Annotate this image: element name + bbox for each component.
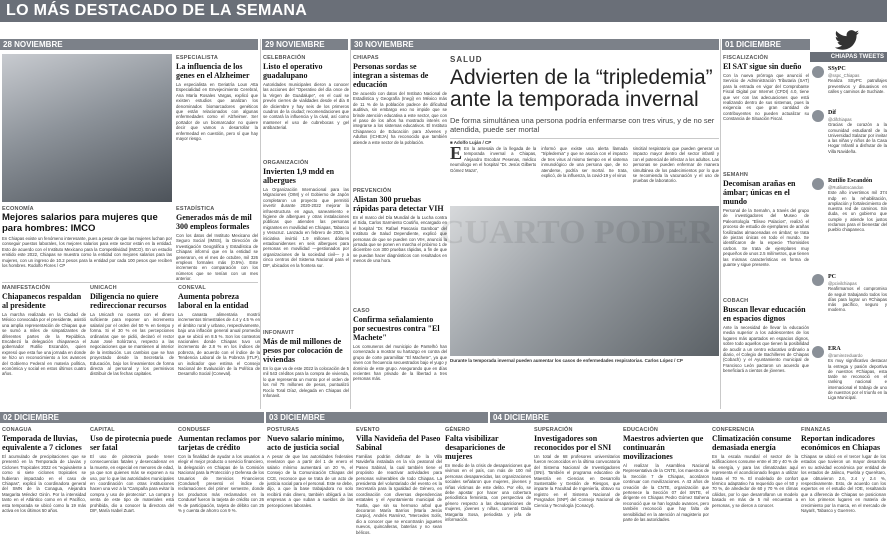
story-body: Personal de la Semahn, a través del grupo de investigadores del Museo de Paleontología "Eliseo Palacios", realizó el proceso de estudio de ejemplares de arañas fosilizadas almacenadas en ámbar; se trata de piezas únicas en todo el mundo. Se identificaron de la especie Thomisides carbon. Se trata de ejemplares muy pequeños de unos 2.5 milímetros, que tienen las mismas características en forma de guante y sigue presente. <box>723 208 809 268</box>
tweet-text: Reafirmamos el compromiso de seguir trabajando todos los días para lograr un #Chiapas más pacífico, seguro y moderno. <box>828 286 887 313</box>
story-headline: Aumentan reclamos por tarjetas de crédito <box>178 434 261 452</box>
tweet-name: Dif <box>828 110 836 116</box>
story-headline: La influencia de los genes en el Alzheimer <box>176 62 250 80</box>
tweet-text: Realiza SSyPC patrullajes preventivos y disuasivos en calles y caminos de Suchiate. <box>828 78 887 94</box>
story-headline: Personas sordas se integran a sistemas de educación <box>353 62 429 89</box>
story-kicker: ESPECIALISTA <box>176 55 219 61</box>
bottom-story <box>712 427 798 555</box>
feature-col-1 <box>450 146 536 202</box>
bottom-story <box>178 427 264 555</box>
date-bar-03: 03 DICIEMBRE <box>266 412 488 423</box>
story-infonavit <box>263 330 349 408</box>
avatar <box>812 66 824 78</box>
story-kicker: CONAGUA <box>2 427 32 433</box>
date-bar-30: 30 NOVIEMBRE <box>351 39 719 50</box>
avatar <box>812 274 824 286</box>
feature-col-1-text: En la antesala de la llegada de la temporada invernal a Chiapas, Alejandro Escobar Pesenas, médico neumólogo en el hospital "Dr. Jesús Gilberto Gómez Maza", <box>450 146 537 173</box>
divider <box>260 39 261 409</box>
tweet-name: Rutilio Escandón <box>828 178 873 184</box>
feature-story <box>450 55 719 390</box>
story-kicker: GÉNERO <box>445 427 471 433</box>
story-headline: Listo el operativo guadalupano <box>263 62 323 80</box>
story-kicker: MANIFESTACIÓN <box>2 285 51 291</box>
story-imco <box>2 206 172 282</box>
story-headline: Mejores salarios para mujeres que para hombres: IMCO <box>2 212 158 234</box>
tweet-item <box>812 178 887 233</box>
story-employment <box>176 206 258 282</box>
page-title: LO MÁS DESTACADO DE LA SEMANA <box>0 0 887 22</box>
tweet-handle: @RutilioEscandon <box>828 185 864 190</box>
story-headline: Villa Navideña del Paseo Sabinal <box>356 434 441 452</box>
story-body: Los comuneros del municipio de Pantelhó han comenzado a mostrar su hartazgo en contra del grupo de corte paramilitar "El Machete", ya que viven con frecuencia secuestrados bajo el yugo y dominio de este grupo. Asegurando que en días recientes han privado de la libertad a tres personas más. <box>353 344 447 382</box>
story-headline: Investigadores son reconocidos por el SNI <box>534 434 612 452</box>
tweet-item <box>812 346 887 401</box>
story-kicker: ESTADÍSTICA <box>176 206 215 212</box>
story-body: Con la finalidad de ayudar a los usuarios a elegir el mejor producto o servicio financiero, la delegación en Chiapas de la Comisión Nacional para la Protección y Defensa de los Usuarios de Servicios Financieros (Condusef) presentó el índice de reclamaciones del primer semestre, donde los productos más reclamados en la Condusef fueron la tarjeta de crédito con 26 % de participación, tarjeta de débito con 25 % y cuenta de ahorro con 9 %. <box>178 454 264 514</box>
feature-section: SALUD <box>450 55 483 64</box>
date-bar-28: 28 NOVIEMBRE <box>0 39 258 50</box>
tweet-handle: @pcivilchiapas <box>828 281 857 286</box>
story-kicker: COBACH <box>723 298 749 304</box>
story-sat <box>723 55 809 167</box>
story-headline: Nuevo salario mínimo, acto de justicia social <box>267 434 345 452</box>
story-headline: Invierten 1,9 mdd en albergues <box>263 167 335 185</box>
story-kicker: POSTURAS <box>267 427 300 433</box>
story-kicker: CONEVAL <box>178 285 206 291</box>
story-headline: Alistan 300 pruebas rápidas para detectar VIH <box>353 195 444 213</box>
story-coneval <box>178 285 260 407</box>
story-kicker: CAPITAL <box>90 427 115 433</box>
story-headline: Falta visibilizar desapariciones de mujeres <box>445 434 506 461</box>
story-kicker: UNICACH <box>90 285 117 291</box>
story-headline: Maestros advierten que continuarán movilizaciones <box>623 434 704 461</box>
tweet-name: SSyPC <box>828 66 846 72</box>
story-unicach <box>90 285 174 407</box>
tweet-text: Gracias de corazón a la comunidad estudiantil de la Universidad Salazar por invitar a las niñas y niños de la Casa Hogar Infantil a disfrutar de la Villa Navideña. <box>828 122 887 154</box>
story-cobach <box>723 298 809 408</box>
story-kicker: CONDUSEF <box>178 427 211 433</box>
bottom-story <box>801 427 886 555</box>
story-headline: Más de mil millones de pesos por colocación de viviendas <box>263 337 343 364</box>
story-body: La marcha realizada en la Ciudad de México convocada por el presidente, asistió una amplia representación de Chiapas que se sumó a miles de simpatizantes de diferentes partes de la República. Encabezó la delegación chiapaneca el gobernador Rutilio Escandón, quien expresó que esta fue una jornada en donde se hizo un reconocimiento a los avances del Gobierno Federal en materia política, económica y social en estos últimos cuatro años. <box>2 312 86 377</box>
story-body: En Chiapas existe un fenómeno interesante, pues a pesar de que las mujeres luchan por conseguir puestos laborales, los mejores salarios para este sector están en la entidad. Esto de acuerdo con el Instituto Mexicano para la Competitividad (IMCO). En un estudio emitido este 2022, Chiapas se muestra como la entidad con mejores salarios para las mujeres, con un ingreso de 10.2 pesos para la entidad por cada 100 pesos que reciben los hombres. Rodolfo Flores / CP <box>2 236 172 269</box>
story-march <box>2 285 86 407</box>
story-headline: Confirma señalamiento por secuestros contra "El Machete" <box>353 315 440 342</box>
story-headline: Chiapanecos respaldan al presidente <box>2 292 82 310</box>
story-headline: Decomisan arañas en ámbar; únicas en el mundo <box>723 179 796 206</box>
story-headline: Aumenta pobreza laboral en la entidad <box>178 292 249 310</box>
tweets-column <box>810 28 887 408</box>
story-body: En el marco del Día Mundial de la Lucha contra el Sida, Carlos Sarmiento Coutiño, encargado en el hospital "Dr. Rafael Pascasio Gamboa" del Instituto de Salud Dependiente, explicó que personas de que se pueden con VIH, anunció la jornada que se ponen en marcha el próximo 1 de diciembre con 300 pruebas rápidas, a fin de que se puedan hacer diagnósticos con resultados en menos de una hora. <box>353 215 447 264</box>
story-kicker: FISCALIZACIÓN <box>723 55 769 61</box>
bottom-story <box>2 427 86 555</box>
story-body: Autoridades municipales dieron a conocer las acciones del "Operativo del día once de la Virgen de Guadalupe", en el cual se prevén cierres de vialidades desde el día 8 de diciembre y hay seis de los primeros cuadros de la ciudad; recomendaciones que se contará la influencia y la cival, así como mantener el uso de cubrebocas y gel antibacterial. <box>263 82 349 131</box>
tweet-handle: @difchiapas <box>828 117 852 122</box>
story-kicker: CONFERENCIA <box>712 427 755 433</box>
story-kicker: CELEBRACIÓN <box>263 55 306 61</box>
feature-col-3: sincitial respiratorio que pueden generar un impacto mayor dentro del sector infantil y con el potencial de infectar a los adultos. Las personas se pueden enfermar de manera simultánea de los padecimientos por lo que se recomienda la vacunación y el uso de pruebas de laboratorio. <box>632 146 719 184</box>
story-body: El uso de pirotecnia puede tener consecuencias fatales y desencadenar en la muerte, en especial en menores de edad, ya que son quienes más se exponen a su uso, por lo que las autoridades municipales en coordinación con otras instituciones hacen una vez a la "Campaña para evitar la compra y uso de pirotecnia". La compra y venta de este tipo de materiales está prohibida, dio a conocer la directora del DIF, María Isabel Zuart. <box>90 454 174 514</box>
tweet-handle: @sspc_Chiapas <box>828 73 860 78</box>
story-kicker: CHIAPAS <box>353 55 379 61</box>
tweet-name: PC <box>828 274 836 280</box>
story-kicker: ECONOMÍA <box>2 206 34 212</box>
story-body: La canasta alimentaria mostró incrementos trimestrales de 4.4 y 4.5 % en el ámbito rural y urbano, respectivamente, bajo una inflación general anual promedio que se ubicó en 8.5 %. Son los contextos nacionales donde Chiapas tuvo un incremento de 2.8 % en los índices de pobreza, de acuerdo con el índice de la Tendencia Laboral de la Pobreza (ITLP), un indicador que estima el Consejo Nacional de Evaluación de la Política de Desarrollo Social (Coneval). <box>178 312 260 377</box>
bottom-story <box>90 427 174 555</box>
story-kicker: EDUCACIÓN <box>623 427 659 433</box>
story-body: Con la nueva prórroga que anunció el Servicio de Administración Tributaria (SAT) para la entrada en vigor del Comprobante Fiscal Digital por Internet (CFDI) 4.0, tiene que ver con las adecuaciones que está realizando dentro de sus sistemas, pues la exigencia es que gran cantidad de contribuyentes no pueden actualizar su Constancia de Situación Fiscal. <box>723 73 809 122</box>
feature-photo <box>450 206 719 356</box>
story-body: En lo que va de este 2022 la colocación de 5 mil 543 créditos para la compra de vivienda, lo que representa un monto por el orden de los mil 75 millones de pesos, puntualizó Rocío Toral Díaz, delegada en Chiapas del Infonavit. <box>263 366 349 399</box>
story-headline: Temporada de lluvias, equivalente a 7 ciclones <box>2 434 82 452</box>
feature-col-2: informó que existe una alerta llamada "tripledemia" y que se asocia con el impacto de tres virus al mismo tiempo en el sistema inmunológico de una persona que, de no atenderse, podría ser mortal. Se trata, explicó, de la influenza, la covid-19 y el virus <box>541 146 628 179</box>
avatar <box>812 110 824 122</box>
tweet-item <box>812 274 887 313</box>
bottom-story <box>623 427 709 555</box>
story-body: Con los datos del Instituto Mexicano del Seguro Social (IMSS), la Dirección de Investigación Geográfica y Estadística de Chiapas informó que en la entidad se generaron, en el mes de octubre, mil 326 empleos formales más (0.5%). Este incremento en comparación con los números que se tenían con un mes anterior. <box>176 233 258 282</box>
story-body: La Unicach no cuenta con el dinero suficiente para reponer un incremento salarial por el orden del 50 % en tiempo y forma. Si el 30 % en las percepciones ordinarias que se pidió, declaró el rector Juan José Solórzano, respecto a las negociaciones que se mantienen al interior de la institución. Los cambios que se han proyectado desde la Secretaría de Educación, bajo los lineamientos de forma directa al personal y los permisivos distribuir de las fechas capitales. <box>90 312 174 377</box>
story-headline: Buscan llevar educación en espacios dignos <box>723 305 806 323</box>
story-operativo <box>263 55 349 155</box>
drop-cap: E <box>450 146 463 163</box>
tweet-text: Este año invertimos mil 374 mdp en la rehabilitación, ampliación y fortalecimiento de nuestra red de caminos. Sin duda, es un gobierno que cumple y atiende los justos reclamos para el bienestar del pueblo chiapaneco. <box>828 190 887 233</box>
feature-headline: Advierten de la “tripledemia” ante la temporada invernal <box>450 66 713 111</box>
story-alzheimer <box>176 55 258 205</box>
tweet-handle: @ramirezeduardo <box>828 353 863 358</box>
story-headline: Diligencia no quiere redireccionar recursos <box>90 292 167 310</box>
story-kicker: INFONAVIT <box>263 330 295 336</box>
bottom-story <box>534 427 620 555</box>
divider <box>2 282 258 283</box>
story-body: A pesar de que las autoridades federales revelaron que a partir del 1 de enero el salario mínimo aumentará un 20 %, el Consejo de la Comunicación Chiapas del CCE, reconoce que se trata de un acto de justicia social para el personal. Este se debe, dijo, a que la base trabajadora no solo recibirá más dinero, también obligará a las empresas a que suban a sueldos de las percepciones laborales. <box>267 454 353 508</box>
divider <box>350 39 351 409</box>
story-vih <box>353 188 447 304</box>
story-body: Chiapas se ubicó en el tercer lugar de los estados que tuvieron un mayor desarrollo en su actividad económica por entidad de los estados de Jalisco, Puebla y Querétaro, que obtuvieron 2.6, 2.4 y 2.4 %, respectivamente. Esto, de acuerdo con los expertos en el estudio del IOE, resaltando que a diferencia de Chiapas se posicionan en los primeros lugares en materia de crecimiento por la marca, en el mercado de Nayarit, Tabasco y Guerrero. <box>801 454 886 514</box>
story-body: Un total de 68 profesores universitarios fueron reconocidos en la última convocatoria del Sistema Nacional de Investigadores (SNI). También el programa educativo de Maestría en Ciencias en Desarrollo Sustentable y Gestión de Riesgos, que imparte la Facultad de Ingeniería, obtuvo su registro en el Sistema Nacional de Posgrados (SNP) del Consejo Nacional de Ciencia y Tecnología (Conacyt). <box>534 454 620 508</box>
feature-byline: ■ Adolfo Luján / CP <box>450 140 492 145</box>
date-bar-04: 04 DICIEMBRE <box>490 412 887 423</box>
avatar <box>812 346 824 358</box>
story-machete <box>353 308 447 388</box>
bottom-story <box>445 427 531 555</box>
story-body: Al realizar la Asamblea Nacional Representativa de la CNTE, los maestros de la Sección 7 de Chiapas, acordaron continuar con movilizaciones. A 43 años de creación de la CNTE, organización que pertenece la Sección 07 del SNTE, el dirigente en Chiapas Pedro Gómez Bahena reconoció que se han logrado avances, pero también reconoció que hay falta de sensibilidad en la atención al magisterio por parte de las autoridades. <box>623 463 709 523</box>
story-headline: Climatización consume demasiada energía <box>712 434 792 452</box>
story-kicker: SEMAHN <box>723 172 749 178</box>
story-headline: Generados más de mil 300 empleos formales <box>176 213 252 231</box>
story-ambar <box>723 172 809 294</box>
story-kicker: CASO <box>353 308 370 314</box>
story-body: La especialista en Geriatría Loun Atta Especialidad en Envejecimiento Cerebral, Ana María Rosales Vargas, explicó que existen estudios que analizan los denominados biomarcadores genéticos que están relacionados con algunas enfermedades como el Alzheimer. Ser portador de un biomarcador no quiere decir que vamos a desarrollar la enfermedad en cuestión, pero sí que hay mayor riesgo. <box>176 82 258 142</box>
tweet-item <box>812 110 887 154</box>
feature-caption: Durante la temporada invernal pueden aumentar los casos de enfermedades respiratorias. Carlos López / CP <box>450 358 683 363</box>
story-oim <box>263 160 349 326</box>
story-body: En medio de la crisis de desapariciones que vivimos en el país, con más de 100 mil personas desaparecidas, las organizaciones sociales señalaron que mujeres, jóvenes y niñas víctimas de este delito. Por ello, se debe apostar por hacer una cobertura periodística feminista, con perspectiva de género respecto a las desapariciones de mujeres, jóvenes y niñas, comentó Daila Margarita Sosa, periodista y jefa de información. <box>445 463 531 523</box>
story-kicker: FINANZAS <box>801 427 831 433</box>
story-kicker: EVENTO <box>356 427 380 433</box>
tweet-name: ERA <box>828 346 841 352</box>
tweet-item <box>812 66 887 94</box>
tweets-brand: CHIAPAS TWEETS <box>810 52 887 62</box>
story-body: El acumulado de precipitaciones que se presentó en la Temporada de Lluvias y Ciclones Tropicales 2022 es "equivalente a como si siete ciclones tropicales se hubieran impactado en el caso de Chiapas", explicó la coordinadora general del SMN de la Conagua, Alejandra Margarita Méndez Girón. Por la intensidad tanto en el Atlántico como en el Pacífico, esta temporada se ubicó como la 19 más activa en los últimos 50 años. <box>2 454 86 514</box>
story-headline: Reportan indicadores económicos en Chiapas <box>801 434 881 452</box>
story-kicker: SUPERACIÓN <box>534 427 573 433</box>
story-body: La Organización Internacional para las Migraciones (OIM) y el Gobierno de Japón completaron un proyecto que permitió invertir durante 2020-2022 mejorar la infraestructura en agua, saneamiento e higiene de albergues y otras instalaciones públicas que atienden las personas migrantes en movilidad en Chiapas, Tabasco y Veracruz. Lanzado en febrero de 2020, la iniciativa invirtió 1.9 millones dólares estadounidenses en seis albergues para personas en movilidad —gestionados por organizaciones de la sociedad civil— y a cinco centros del Sistema Nacional para el DIF, ubicados en la frontera sur. <box>263 187 349 268</box>
story-body: Familias podrán disfrutar de la Villa Navideña instalada en la vía peatonal del Paseo Sabinal, la cual también tiene el propósito de reactivar actividades para personas vulnerables de todo Chiapas. La presidenta del voluntariado del evento es la Secretaría para la Igualdad de Género, en coordinación con diversas dependencias estatales y el Ayuntamiento municipal de Tuxtla, que sin su hermoso arbol que decoraron María Barrios (María Jesús Carpio), Andrés Ramírez, "Mercedes Solís, dio a conocer que se encontrarán juguetes nuevos, quincalleras, baterías y no sean bélicos. <box>356 454 442 535</box>
photo-salary <box>2 54 172 202</box>
date-bar-29: 29 NOVIEMBRE <box>262 39 348 50</box>
divider <box>720 39 721 409</box>
avatar <box>812 178 824 190</box>
tweet-text: Es muy significativo destacar la entrega y pasión deportiva de nuestros #Chiapas, esta tarde se reconoció en el ranking nacional e internacional el trabajo de uno de nuestros por el triunfo en la Liga Municipal. <box>828 358 887 401</box>
date-bar-01: 01 DICIEMBRE <box>722 39 810 50</box>
story-body: Ante la necesidad de llevar la educación media superior a los adolescentes de los lugares más apartados en espacios dignos, sobre todo aquellos que tienen la posibilidad de acudir a un centro educativo ordinario a diario, el Colegio de Bachilleres de Chiapas (Cobach) y el Ayuntamiento municipal de Francisco León pactaron un acuerdo que beneficiará a cientos de jóvenes. <box>723 325 809 374</box>
story-kicker: PREVENCIÓN <box>353 188 392 194</box>
story-body: De acuerdo con datos del Instituto Nacional de Estadística y Geografía (Inegi) en México más de 11 % de la población padece de dificultad auditiva, sin embargo eso no impide que se brinde atención educativa a este sector, que con el paso de los años ha mostrado interés en integrarse a los sistemas educativos. El Instituto Chiapaneco de Educación para Jóvenes y Adultos (ICHEJA) ha reconocido que también atiende a este sector de la población. <box>353 91 447 145</box>
bottom-story <box>356 427 442 555</box>
date-bar-02: 02 DICIEMBRE <box>0 412 264 423</box>
story-sordas <box>353 55 447 185</box>
story-kicker: ORGANIZACIÓN <box>263 160 309 166</box>
story-headline: Uso de pirotecnia puede ser fatal <box>90 434 172 452</box>
story-headline: El SAT sigue sin dueño <box>723 62 802 71</box>
feature-deck: De forma simultánea una persona podría enfermarse con tres virus, y de no ser atendida, puede ser mortal <box>450 116 715 134</box>
twitter-bird-icon <box>832 30 862 52</box>
bottom-story <box>267 427 353 555</box>
story-body: En la escala mundial el sector de la edificaciones consume entre el 30 y 40 % de la energía, y para las climatizadas aquí representa el acondicionado llegan a utilizar hasta el 70 %. El modelado de confort térmico adaptativo ha requerido que el 50 y 70 %, de alrededor de 60 y 70 % en climas cálidos, por lo que desarrollaron un modelo basado en más de 5 mil encuestas a personas, y se dieron a conocer. <box>712 454 798 508</box>
